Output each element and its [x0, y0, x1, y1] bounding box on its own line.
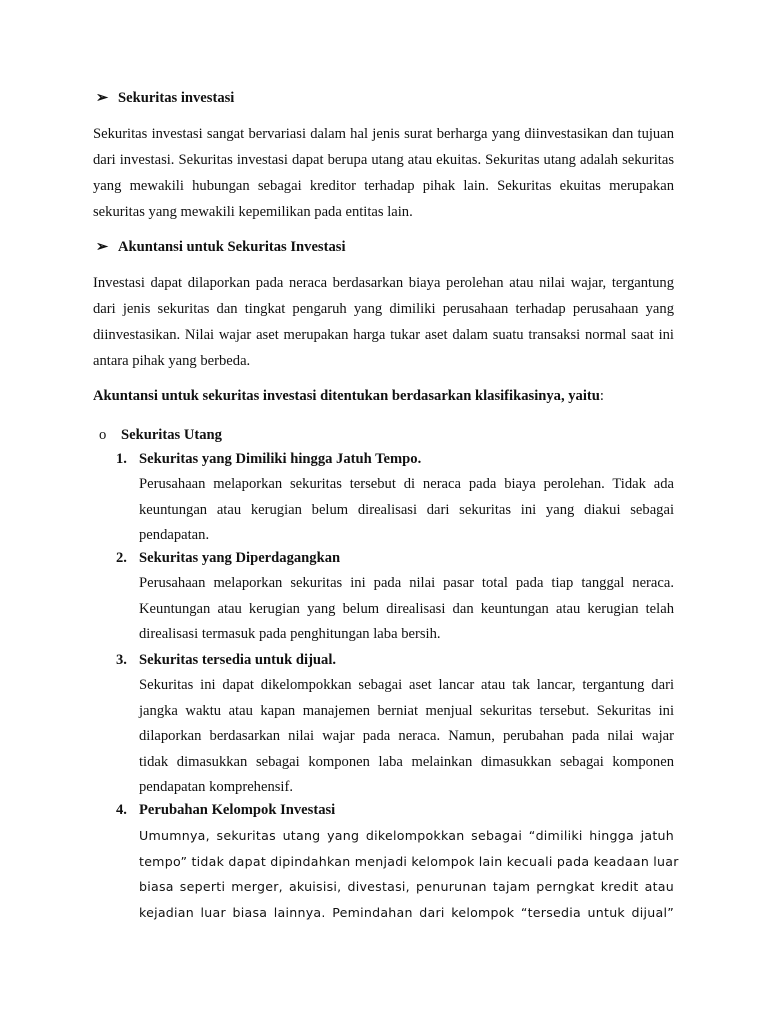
body-line: jangka waktu atau kapan manajemen berniat menjual sekuritas tersebut. Sekuritas ini [139, 702, 674, 719]
body-line: Perusahaan melaporkan sekuritas tersebut di neraca pada biaya perolehan. Tidak ada [139, 476, 674, 492]
numbered-item-title [116, 650, 336, 670]
body-line: pendapatan. [139, 527, 210, 543]
body-line: Keuntungan atau kerugian yang belum direalisasi dan keuntungan atau kerugian telah [139, 600, 674, 617]
item-number: 1. [116, 451, 127, 467]
section-title: Sekuritas investasi [118, 90, 235, 106]
section-paragraph: Sekuritas investasi sangat bervariasi dalam hal jenis surat berharga yang diinvestasikan dan tujuan dari investasi. Sekuritas investasi dapat berupa utang atau ekuitas. Sekuritas utang adalah sekuritas yang mewakili hubungan sebagai kreditor terhadap pihak lain. Sekuritas ekuitas merupakan sekuritas yang mewakili kepemilikan pada entitas lain. [93, 126, 674, 220]
numbered-item-body [139, 571, 674, 648]
body-line: kejadian luar biasa lainnya. Pemindahan dari kelompok “tersedia untuk dijual” [139, 904, 674, 920]
item-title: Sekuritas tersedia untuk dijual. [139, 652, 337, 668]
body-line: tidak dimasukkan sebagai komponen laba melainkan dimasukkan sebagai komponen [139, 753, 674, 770]
body-line: Umumnya, sekuritas utang yang dikelompokkan sebagai “dimiliki hingga jatuh [139, 828, 674, 843]
numbered-item-title [116, 449, 421, 469]
numbered-item-body [139, 673, 674, 801]
numbered-item-title [116, 800, 335, 820]
circle-bullet-icon: o [99, 427, 107, 443]
item-number: 3. [116, 652, 127, 668]
classification-colon: : [599, 388, 604, 404]
classification-text: Akuntansi untuk sekuritas investasi ditentukan berdasarkan klasifikasinya, yaitu [93, 388, 600, 404]
numbered-item-body [139, 823, 679, 925]
section-heading-investment-securities [96, 88, 234, 108]
section-paragraph: Investasi dapat dilaporkan pada neraca berdasarkan biaya perolehan atau nilai wajar, tergantung dari jenis sekuritas dan tingkat pengaruh yang dimiliki perusahaan terhadap perusahaan yang diinvestasikan. Nilai wajar aset merupakan harga tukar aset dalam suatu transaksi normal saat ini antara pihak yang berbeda. [93, 275, 674, 369]
debt-securities-title: Sekuritas Utang [121, 427, 222, 443]
item-title: Sekuritas yang Dimiliki hingga Jatuh Tempo. [139, 451, 422, 467]
section-heading-accounting [96, 237, 346, 257]
item-title: Sekuritas yang Diperdagangkan [139, 550, 341, 566]
body-line: Perusahaan melaporkan sekuritas ini pada nilai pasar total pada tiap tanggal neraca. [139, 575, 674, 591]
body-line: Sekuritas ini dapat dikelompokkan sebagai aset lancar atau tak lancar, tergantung dari [139, 677, 674, 693]
classification-lead [93, 386, 604, 406]
body-line: pendapatan komprehensif. [139, 779, 293, 795]
item-number: 4. [116, 802, 127, 818]
debt-securities-heading [99, 425, 222, 445]
body-line: dilaporkan berdasarkan nilai wajar pada neraca. Namun, perubahan pada nilai wajar [139, 728, 674, 744]
arrow-bullet-icon: ➢ [96, 239, 109, 255]
numbered-item-title [116, 548, 340, 568]
item-number: 2. [116, 550, 127, 566]
item-title: Perubahan Kelompok Investasi [139, 802, 336, 818]
body-line: tempo” tidak dapat dipindahkan menjadi kelompok lain kecuali pada keadaan luar [139, 853, 679, 869]
numbered-item-body [139, 472, 674, 549]
body-line: biasa seperti merger, akuisisi, divestasi, penurunan tajam perngkat kredit atau [139, 879, 674, 894]
section-title: Akuntansi untuk Sekuritas Investasi [118, 239, 346, 255]
arrow-bullet-icon: ➢ [96, 90, 109, 106]
body-line: keuntungan atau kerugian belum direalisasi dari sekuritas ini yang diakui sebagai [139, 501, 674, 518]
body-line: direalisasi termasuk pada penghitungan laba bersih. [139, 626, 441, 642]
